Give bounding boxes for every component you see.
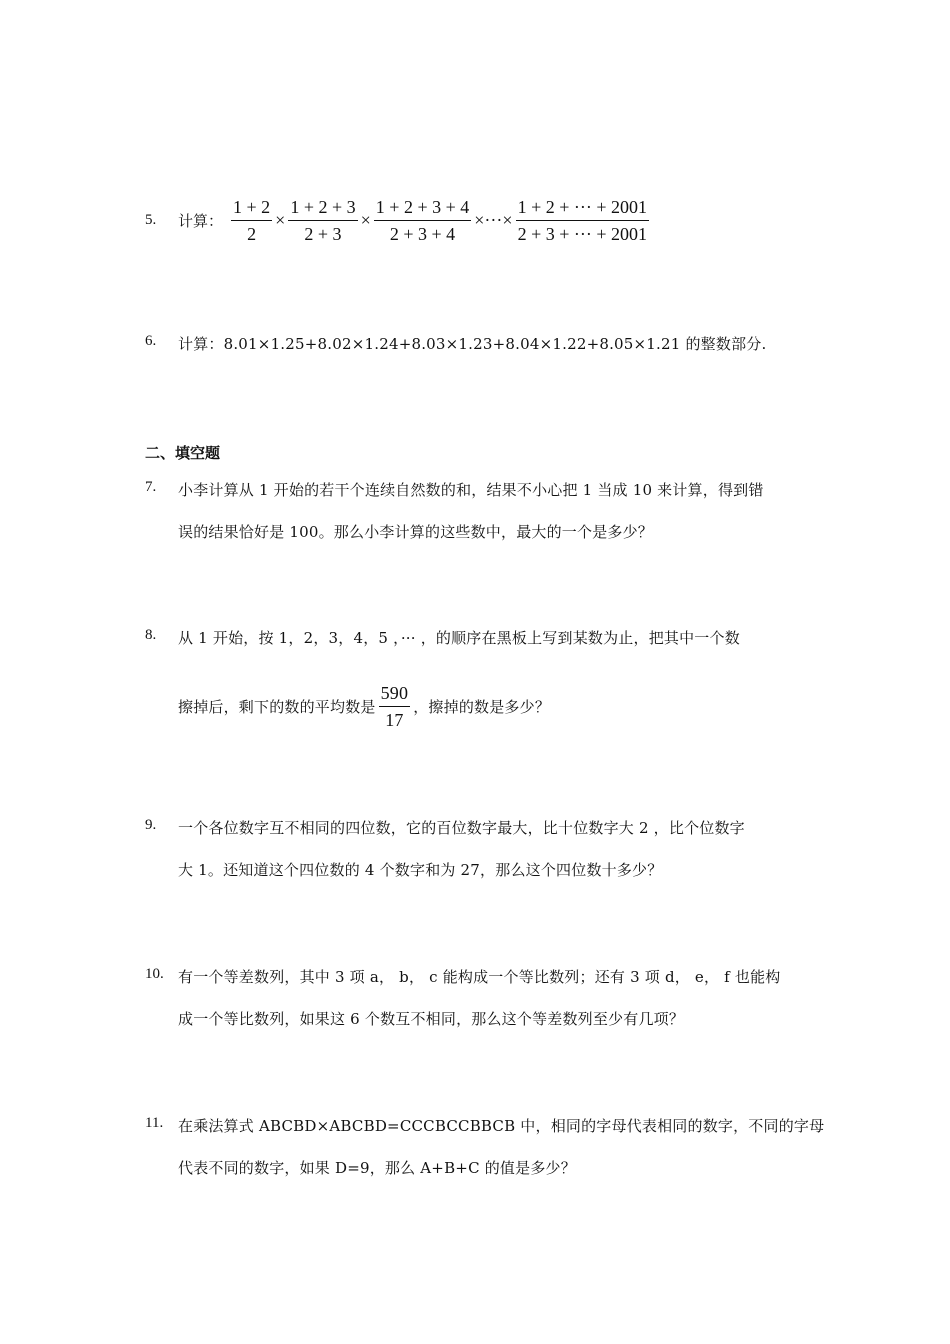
q11-line-2: 代表不同的数字，如果 D=9，那么 A+B+C 的值是多少？	[178, 1159, 576, 1177]
q10-line-2: 成一个等比数列，如果这 6 个数互不相同，那么这个等差数列至少有几项？	[178, 1010, 685, 1028]
times-sign: ×	[275, 210, 286, 230]
q11-line-1: 在乘法算式 ABCBD×ABCBD=CCCBCCBBCB 中，相同的字母代表相同的数字，不同的字母	[178, 1117, 825, 1135]
q6-text: 计算：8.01×1.25+8.02×1.24+8.03×1.23+8.04×1.22+8.05×1.21 的整数部分.	[178, 335, 767, 353]
question-number-9: 9.	[145, 817, 157, 833]
q8-fraction	[379, 682, 411, 731]
q9-line-1: 一个各位数字互不相同的四位数，它的百位数字最大，比十位数字大 2 ，比个位数字	[178, 819, 745, 837]
q5-fraction-2	[288, 196, 357, 245]
question-number-8: 8.	[145, 627, 157, 643]
q8-line-1: 从 1 开始，按 1，2，3，4，5 ，··· ，的顺序在黑板上写到某数为止，把其中一个数	[178, 629, 740, 647]
q9-line-2: 大 1。还知道这个四位数的 4 个数字和为 27，那么这个四位数十多少？	[178, 861, 663, 879]
question-number-5: 5.	[145, 212, 157, 228]
fraction-numerator: 1 + 2	[231, 196, 272, 221]
q8-line-2-start: 擦掉后，剩下的数的平均数是	[178, 698, 376, 716]
section-heading: 二、填空题	[145, 444, 221, 462]
fraction-denominator: 2 + 3 + 4	[389, 224, 456, 244]
fraction-numerator: 1 + 2 + 3 + 4	[374, 196, 471, 221]
fraction-numerator: 1 + 2 + ··· + 2001	[516, 196, 649, 221]
q5-label: 计算：	[178, 212, 224, 230]
q5-fraction-1	[231, 196, 272, 245]
q10-line-1: 有一个等差数列，其中 3 项 a， b， c 能构成一个等比数列；还有 3 项 d， e， f 也能构	[178, 968, 781, 986]
fraction-numerator: 1 + 2 + 3	[288, 196, 357, 221]
times-ellipsis: ×···×	[474, 210, 513, 230]
question-number-7: 7.	[145, 479, 157, 495]
fraction-denominator: 2	[247, 224, 257, 244]
q5-fraction-4	[516, 196, 649, 245]
q5-fraction-3	[374, 196, 471, 245]
q8-line-2-end: ，擦掉的数是多少？	[413, 698, 551, 716]
fraction-denominator: 2 + 3 + ··· + 2001	[517, 224, 647, 244]
question-number-6: 6.	[145, 333, 157, 349]
question-number-11: 11.	[145, 1115, 164, 1131]
fraction-denominator: 2 + 3	[304, 224, 342, 244]
fraction-numerator: 590	[379, 682, 411, 707]
fraction-denominator: 17	[385, 710, 404, 730]
q5-formula	[178, 196, 651, 245]
q8-line-2	[178, 682, 550, 731]
q7-line-1: 小李计算从 1 开始的若干个连续自然数的和，结果不小心把 1 当成 10 来计算，得到错	[178, 481, 764, 499]
q7-line-2: 误的结果恰好是 100。那么小李计算的这些数中，最大的一个是多少？	[178, 523, 654, 541]
times-sign: ×	[360, 210, 371, 230]
question-number-10: 10.	[145, 966, 164, 982]
